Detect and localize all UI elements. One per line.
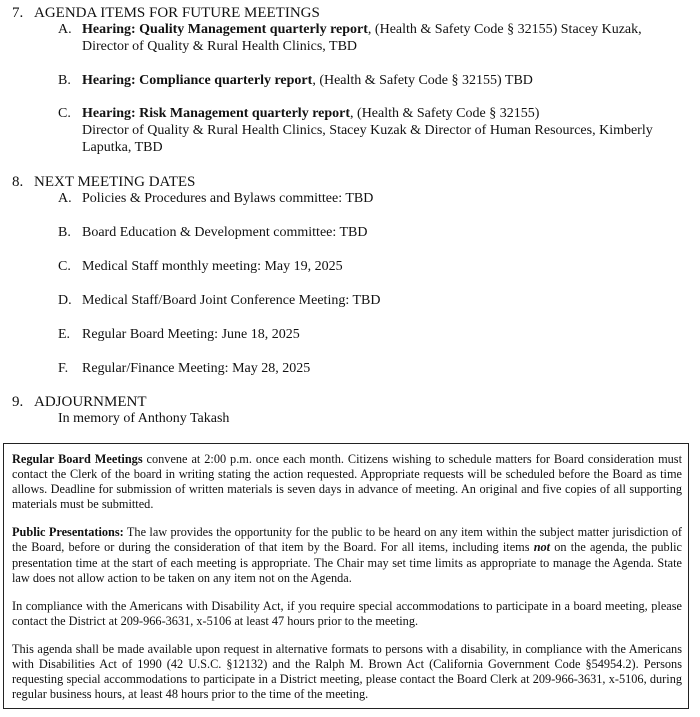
item-detail: , (Health & Safety Code § 32155) Stacey Kuzak,	[367, 22, 642, 37]
notice-ada-compliance: In compliance with the Americans with Disability Act, if you require special accommodations to participate in a board meeting, please contact the District at 209-966-3631, x-5106 at least 47 hours prior to the meeting.	[12, 598, 682, 628]
section-adjournment	[12, 393, 692, 411]
section-heading	[12, 173, 692, 191]
section-heading	[12, 393, 692, 411]
item-detail-line: Director of Quality & Rural Health Clinics, TBD	[82, 39, 358, 54]
item-detail: , (Health & Safety Code § 32155) TBD	[312, 73, 533, 88]
item-letter: C.	[58, 259, 71, 274]
item-letter: A.	[58, 191, 72, 206]
item-title: Hearing: Risk Management quarterly report	[82, 106, 351, 121]
item-letter: F.	[58, 361, 69, 376]
notice-text: convene at 2:00 p.m. once each month. Citizens wishing to schedule matters for Board consideration must contact the Clerk of the board in writing stating the action requested. Appropriate requests will be scheduled before the Board as time allows. Deadline for submission of written materials is seven days in advance of meeting. An original and five copies of all supporting materials must be submitted.	[12, 452, 682, 512]
item-letter: B.	[58, 73, 71, 88]
section-number: 7.	[12, 5, 24, 21]
item-detail-line: Laputka, TBD	[82, 140, 163, 155]
agenda-item-compliance	[58, 72, 678, 89]
section-agenda-items-future	[12, 4, 692, 22]
item-text: Medical Staff monthly meeting: May 19, 2025	[82, 259, 343, 274]
adjournment-memorial: In memory of Anthony Takash	[58, 411, 230, 426]
notice-emphasis: not	[533, 540, 551, 555]
agenda-item-risk	[58, 105, 678, 156]
item-title: Hearing: Compliance quarterly report	[82, 73, 313, 88]
item-letter: C.	[58, 106, 71, 121]
meeting-date-item	[58, 326, 678, 343]
section-title: NEXT MEETING DATES	[34, 174, 196, 190]
item-text: Medical Staff/Board Joint Conference Meeting: TBD	[82, 293, 381, 308]
section-title: AGENDA ITEMS FOR FUTURE MEETINGS	[34, 5, 320, 21]
section-title: ADJOURNMENT	[34, 394, 147, 410]
notice-text: The law provides the opportunity for the public to be heard on any item within the subject matter jurisdiction of the Board, before or during the consideration of that item by the Board. For all items, including items	[12, 525, 682, 555]
item-letter: D.	[58, 293, 72, 308]
meeting-date-item	[58, 292, 678, 309]
section-heading	[12, 4, 692, 22]
item-detail: , (Health & Safety Code § 32155)	[350, 106, 540, 121]
notice-heading: Regular Board Meetings	[12, 452, 143, 466]
notice-text: on the agenda, the public presentation time at the start of each meeting is appropriate. The Chair may set time limits as appropriate to manage the Agenda. State law does not allow action to be taken on any item not on the Agenda.	[12, 540, 682, 585]
section-number: 8.	[12, 174, 24, 190]
meeting-date-item	[58, 224, 678, 241]
item-text: Policies & Procedures and Bylaws committee: TBD	[82, 191, 374, 206]
section-next-meeting-dates	[12, 173, 692, 191]
agenda-item-quality	[58, 21, 678, 55]
item-detail-line: Director of Quality & Rural Health Clinics, Stacey Kuzak & Director of Human Resources, Kimberly	[82, 123, 653, 138]
notice-regular-meetings	[12, 452, 682, 512]
item-letter: B.	[58, 225, 71, 240]
meeting-date-item	[58, 190, 678, 207]
item-letter: A.	[58, 22, 72, 37]
item-title: Hearing: Quality Management quarterly report	[82, 22, 368, 37]
notice-public-presentations	[12, 525, 682, 585]
notice-heading: Public Presentations:	[12, 525, 124, 540]
meeting-date-item	[58, 258, 678, 275]
item-text: Board Education & Development committee: TBD	[82, 225, 368, 240]
meeting-notice-box	[3, 443, 689, 709]
item-text: Regular Board Meeting: June 18, 2025	[82, 327, 300, 342]
meeting-date-item	[58, 360, 678, 377]
notice-alternative-formats: This agenda shall be made available upon request in alternative formats to persons with a disability, in compliance with the Americans with Disabilities Act of 1990 (42 U.S.C. §12132) and the Ralph M. Brown Act (California Government Code §54954.2). Persons requesting special accommodations to participate in a District meeting, please contact the Board Clerk at 209-966-3631, x-5106, during regular business hours, at least 48 hours prior to the time of the meeting.	[12, 641, 682, 702]
item-text: Regular/Finance Meeting: May 28, 2025	[82, 361, 311, 376]
item-letter: E.	[58, 327, 71, 342]
section-number: 9.	[12, 394, 24, 410]
